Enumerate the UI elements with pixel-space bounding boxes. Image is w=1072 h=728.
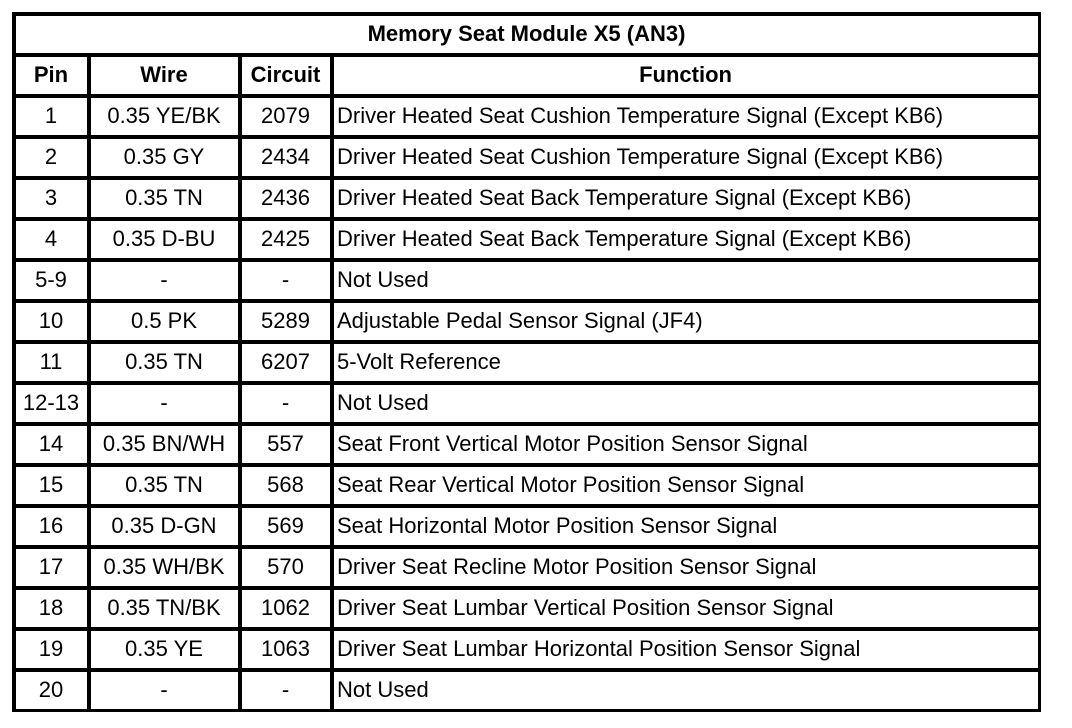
cell-function: Driver Seat Recline Motor Position Sensor Signal	[333, 548, 1041, 589]
cell-circuit: 569	[241, 507, 333, 548]
table-row	[15, 261, 1041, 302]
cell-circuit: 5289	[241, 302, 333, 343]
cell-wire: 0.5 PK	[90, 302, 241, 343]
cell-wire: 0.35 BN/WH	[90, 425, 241, 466]
header-pin: Pin	[15, 56, 90, 97]
cell-pin: 3	[15, 179, 90, 220]
cell-function: Driver Heated Seat Cushion Temperature Signal (Except KB6)	[333, 97, 1041, 138]
table-title-row	[15, 15, 1041, 56]
table-row	[15, 384, 1041, 425]
cell-circuit: -	[241, 261, 333, 302]
table-row	[15, 630, 1041, 671]
cell-pin: 20	[15, 671, 90, 712]
cell-circuit: 2436	[241, 179, 333, 220]
cell-pin: 12-13	[15, 384, 90, 425]
cell-circuit: 2425	[241, 220, 333, 261]
table-row	[15, 179, 1041, 220]
cell-circuit: 1063	[241, 630, 333, 671]
cell-function: Driver Seat Lumbar Vertical Position Sensor Signal	[333, 589, 1041, 630]
connector-pinout-table	[12, 12, 1041, 712]
cell-pin: 19	[15, 630, 90, 671]
cell-function: Driver Heated Seat Cushion Temperature Signal (Except KB6)	[333, 138, 1041, 179]
cell-pin: 18	[15, 589, 90, 630]
cell-function: Driver Heated Seat Back Temperature Signal (Except KB6)	[333, 179, 1041, 220]
cell-function: Adjustable Pedal Sensor Signal (JF4)	[333, 302, 1041, 343]
cell-pin: 2	[15, 138, 90, 179]
table-title: Memory Seat Module X5 (AN3)	[15, 15, 1041, 56]
cell-circuit: -	[241, 384, 333, 425]
cell-function: Seat Rear Vertical Motor Position Sensor Signal	[333, 466, 1041, 507]
cell-wire: 0.35 D-GN	[90, 507, 241, 548]
table-body	[15, 97, 1041, 712]
cell-circuit: 6207	[241, 343, 333, 384]
table-row	[15, 425, 1041, 466]
cell-wire: 0.35 GY	[90, 138, 241, 179]
cell-wire: 0.35 TN	[90, 343, 241, 384]
cell-function: Not Used	[333, 671, 1041, 712]
cell-circuit: 1062	[241, 589, 333, 630]
cell-wire: 0.35 TN	[90, 179, 241, 220]
cell-pin: 4	[15, 220, 90, 261]
table-header-row	[15, 56, 1041, 97]
cell-pin: 16	[15, 507, 90, 548]
cell-circuit: 570	[241, 548, 333, 589]
table-row	[15, 97, 1041, 138]
table-row	[15, 138, 1041, 179]
cell-pin: 10	[15, 302, 90, 343]
table-row	[15, 507, 1041, 548]
cell-function: Not Used	[333, 384, 1041, 425]
cell-function: Not Used	[333, 261, 1041, 302]
cell-wire: 0.35 WH/BK	[90, 548, 241, 589]
cell-pin: 5-9	[15, 261, 90, 302]
cell-wire: 0.35 YE	[90, 630, 241, 671]
cell-pin: 17	[15, 548, 90, 589]
table-row	[15, 220, 1041, 261]
cell-wire: -	[90, 384, 241, 425]
table-row	[15, 343, 1041, 384]
cell-wire: -	[90, 671, 241, 712]
header-function: Function	[333, 56, 1041, 97]
cell-wire: 0.35 YE/BK	[90, 97, 241, 138]
cell-function: Driver Heated Seat Back Temperature Signal (Except KB6)	[333, 220, 1041, 261]
table-row	[15, 466, 1041, 507]
cell-circuit: -	[241, 671, 333, 712]
cell-function: Driver Seat Lumbar Horizontal Position Sensor Signal	[333, 630, 1041, 671]
cell-wire: -	[90, 261, 241, 302]
cell-circuit: 557	[241, 425, 333, 466]
cell-circuit: 2434	[241, 138, 333, 179]
table-row	[15, 589, 1041, 630]
cell-circuit: 568	[241, 466, 333, 507]
header-circuit: Circuit	[241, 56, 333, 97]
table-row	[15, 548, 1041, 589]
cell-wire: 0.35 D-BU	[90, 220, 241, 261]
cell-circuit: 2079	[241, 97, 333, 138]
cell-function: Seat Front Vertical Motor Position Sensor Signal	[333, 425, 1041, 466]
table-row	[15, 302, 1041, 343]
cell-function: Seat Horizontal Motor Position Sensor Signal	[333, 507, 1041, 548]
cell-wire: 0.35 TN	[90, 466, 241, 507]
cell-pin: 1	[15, 97, 90, 138]
cell-wire: 0.35 TN/BK	[90, 589, 241, 630]
table-row	[15, 671, 1041, 712]
cell-pin: 11	[15, 343, 90, 384]
cell-function: 5-Volt Reference	[333, 343, 1041, 384]
cell-pin: 14	[15, 425, 90, 466]
cell-pin: 15	[15, 466, 90, 507]
header-wire: Wire	[90, 56, 241, 97]
